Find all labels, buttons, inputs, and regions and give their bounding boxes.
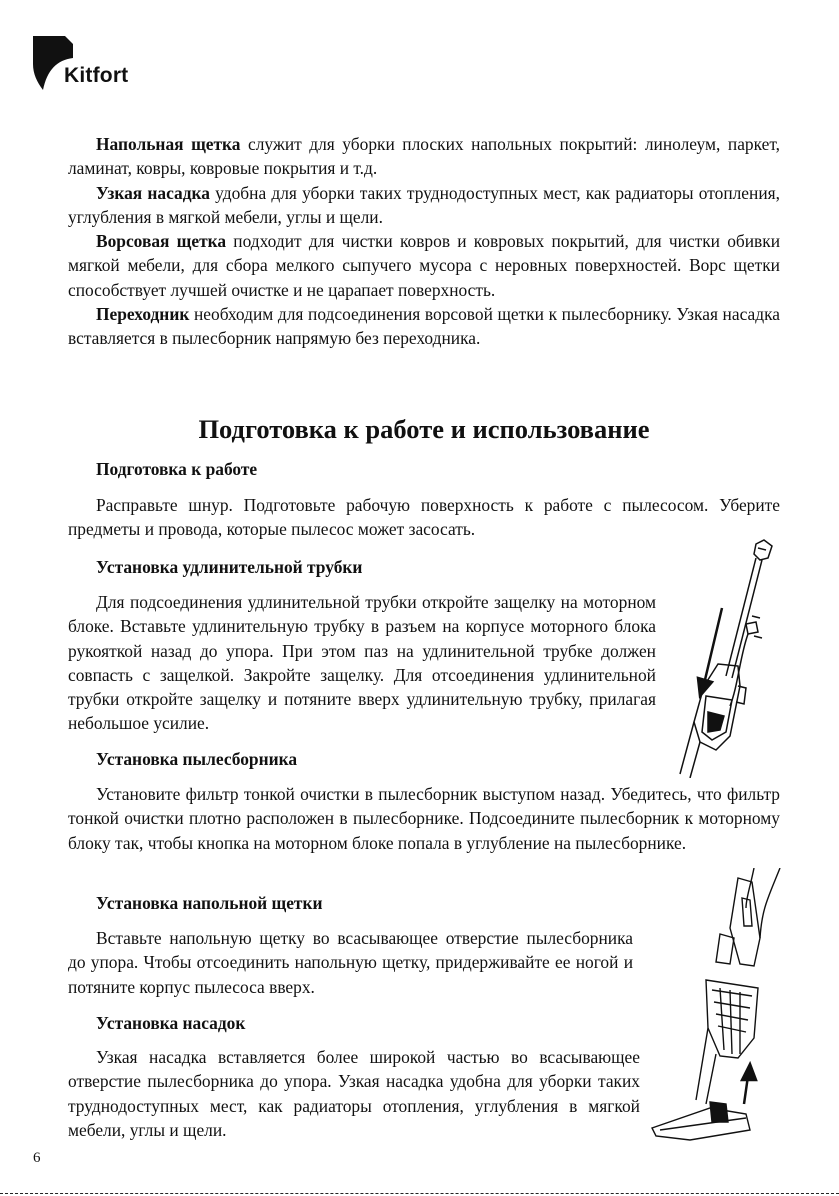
section-paragraph: Вставьте напольную щетку во всасывающее отверстие пылесборника до упора. Чтобы отсоединить напольную щетку, придерживайте ее ногой и потяните корпус пылесоса вверх.	[68, 928, 633, 997]
section-title: Подготовка к работе и использование	[198, 414, 650, 444]
vacuum-assembly-illustration	[650, 868, 785, 1143]
page-number: 6	[33, 1150, 41, 1166]
brand-name: Kitfort	[64, 64, 129, 87]
intro-lead: Узкая насадка	[96, 182, 210, 203]
intro-paragraph	[68, 302, 780, 351]
intro-lead: Напольная щетка	[96, 134, 241, 154]
intro-text: удобна для уборки таких труднодоступных мест, как радиаторы отопления, углубления в мягкой мебели, углы и щели.	[68, 182, 780, 227]
section-heading: Установка напольной щетки	[96, 893, 323, 913]
section-paragraph: Установите фильтр тонкой очистки в пылесборник выступом назад. Убедитесь, что фильтр тонкой очистки плотно расположен в пылесборнике. Подсоедините пылесборник к моторному блоку так, чтобы кнопка на моторном блоке попала в углубление на пылесборнике.	[68, 784, 780, 853]
section-body	[68, 782, 780, 855]
intro-paragraph	[68, 229, 780, 302]
section-heading: Установка пылесборника	[96, 749, 298, 769]
extension-tube-illustration	[660, 536, 780, 778]
page-edge-line	[0, 1193, 839, 1194]
intro-lead: Переходник	[96, 304, 190, 325]
section-heading: Подготовка к работе	[96, 459, 258, 479]
intro-paragraph	[68, 132, 780, 181]
intro-block	[68, 132, 780, 351]
section-body	[68, 926, 633, 999]
intro-text: подходит для чистки ковров и ковровых покрытий, для чистки обивки мягкой мебели, для сбора мелкого сыпучего мусора с неровных поверхностей. Ворс щетки способствует лучшей очистке и не царапает поверхность.	[68, 231, 781, 300]
section-body	[68, 590, 656, 736]
section-paragraph: Для подсоединения удлинительной трубки откройте защелку на моторном блоке. Вставьте удлинительную трубку в разъем на корпусе моторного блока рукояткой назад до упора. При этом паз на удлинительной трубке должен совпасть с защелкой. Закройте защелку. Для отсоединения удлинительной трубки откройте защелку и потяните вверх удлинительную трубку, прилагая небольшое усилие.	[68, 592, 656, 734]
intro-text: необходим для подсоединения ворсовой щетки к пылесборнику. Узкая насадка вставляется в пылесборник напрямую без переходника.	[68, 304, 780, 349]
intro-lead: Ворсовая щетка	[96, 231, 227, 252]
section-paragraph: Узкая насадка вставляется более широкой частью во всасывающее отверстие пылесборника до упора. Узкая насадка удобна для уборки таких труднодоступных мест, как радиаторы отопления, углубления в мягкой мебели, углы и щели.	[68, 1047, 640, 1140]
section-heading: Установка насадок	[96, 1013, 246, 1033]
intro-text: служит для уборки плоских напольных покрытий: линолеум, паркет, ламинат, ковры, ковровые покрытия и т.д.	[68, 134, 780, 179]
section-paragraph: Расправьте шнур. Подготовьте рабочую поверхность к работе с пылесосом. Уберите предметы и провода, которые пылесос может засосать.	[68, 495, 780, 540]
section-body	[68, 493, 780, 542]
section-heading: Установка удлинительной трубки	[96, 557, 363, 577]
intro-paragraph	[68, 181, 780, 230]
section-body	[68, 1045, 640, 1142]
